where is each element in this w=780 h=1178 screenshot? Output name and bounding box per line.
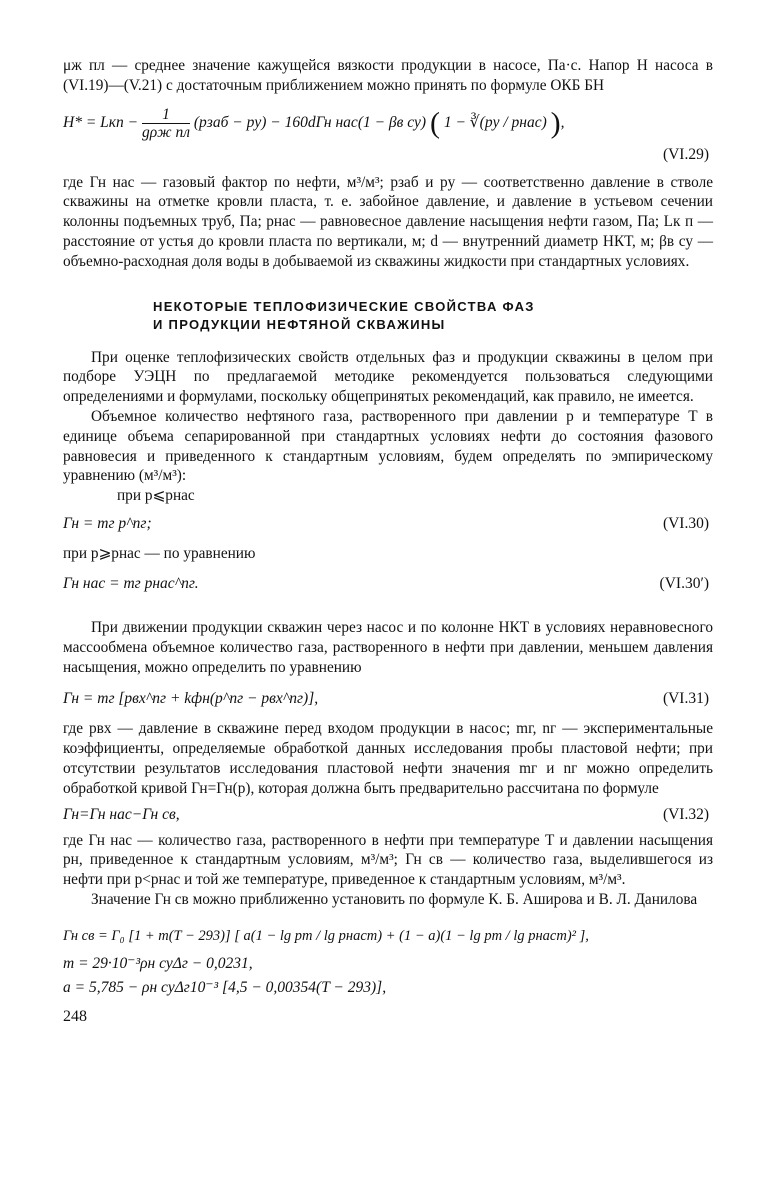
condition-2: при p⩾pнас — по уравнению [63, 545, 256, 563]
eq-vi29-root: 1 − ∛(pу / pнас) [443, 113, 547, 131]
paragraph-definitions: где Гн нас — газовый фактор по нефти, м³/м³; pзаб и pу — соответственно давление в стволе скважины на отметке кровли пласта, т. е. забойное давление, и давление в устьевом сечении колонны подъемных труб, Па; pнас — равновесное давление насыщения нефти газом, Па; Lк п — расстояние от устья до кровли пласта по вертикали, м; d — внутренний диаметр НКТ, м; βв су — объемно-расходная доля воды в добываемой из скважины жидкости при стандартных условиях. [63, 173, 713, 270]
eq-vi31-number: (VI.31) [662, 690, 709, 708]
paragraph-gas-volume: Объемное количество нефтяного газа, растворенного при давлении p и температуре T в единице объема сепарированной при стандартных условиях нефти до состояния фазового равновесия и приведенного к стандартным условиям, будем определять по эмпирическому уравнению (м³/м³): [63, 407, 713, 485]
eq-vi30-number: (VI.30) [662, 515, 709, 533]
document-page [63, 56, 713, 1026]
eq-vi29-left: H* = Lкп − [63, 113, 139, 131]
paragraph-thermal-intro: При оценке теплофизических свойств отдельных фаз и продукции скважины в целом при подборе УЭЦН по предлагаемой методике рекомендуется пользоваться следующими определениями и формулами, поскольку общепринятых рекомендаций, как правило, не имеется. [63, 348, 713, 406]
paragraph-viscosity: μж пл — среднее значение кажущейся вязкости продукции в насосе, Па·с. Напор H насоса в (VI.19)—(V.21) с достаточным приближением можно принять по формуле ОКБ БН [63, 57, 713, 94]
section-heading [153, 298, 713, 334]
paragraph-ashirov: Значение Гн св можно приближенно установить по формуле К. Б. Аширова и В. Л. Данилова [91, 890, 698, 908]
paragraph-saturation: где Гн нас — количество газа, растворенного в нефти при температуре T и давлении насыщения pн, приведенное к стандартным условиям, м³/м³; Гн св — количество газа, выделившегося из нефти при p<pнас и той же температуре, приведенное к стандартным условиям, м³/м³. [63, 831, 713, 889]
eq-vi29-fraction [142, 106, 190, 141]
eq-vi32-number: (VI.32) [662, 805, 709, 823]
paragraph-coefficients: где pвх — давление в скважине перед входом продукции в насос; mг, nг — экспериментальные коэффициенты, определяемые обработкой данных исследования пробы пластовой нефти; при отсутствии результатов исследования пластовой нефти значения mг и nг можно определить обработкой кривой Гн=Гн(p), которая должна быть предварительно рассчитана по формуле [63, 720, 713, 797]
equation-gas-released: Гн св = Г₀ [1 + m(T − 293)] [ a(1 − lg pт / lg pнаст) + (1 − a)(1 − lg pт / lg pнаст)² ], [63, 927, 589, 944]
paragraph-nonequilibrium: При движении продукции скважин через насос и по колонне НКТ в условиях неравновесного массообмена объемное количество газа, растворенного в нефти при давлении, меньшем давления насыщения, можно определить по уравнению [63, 618, 713, 676]
equation-a: a = 5,785 − ρн суΔг10⁻³ [4,5 − 0,00354(T − 293)], [63, 978, 387, 996]
eq-vi30-text: Гн = mг p^nг; [63, 515, 152, 533]
eq-vi30p-number: (VI.30′) [659, 574, 709, 592]
eq-vi30p-text: Гн нас = mг pнас^nг. [63, 574, 199, 592]
page-number: 248 [63, 1007, 87, 1025]
heading-line-2: И ПРОДУКЦИИ НЕФТЯНОЙ СКВАЖИНЫ [153, 316, 446, 332]
eq-vi29-mid: (pзаб − pу) − 160dГн нас(1 − βв су) [193, 113, 427, 131]
condition-1: при p⩽pнас [117, 487, 195, 505]
eq-vi29-paren-close: ) [550, 106, 561, 140]
equation-vi30 [63, 514, 713, 534]
eq-vi32-text: Гн=Гн нас−Гн св, [63, 805, 180, 823]
equation-vi30-prime [63, 574, 713, 594]
equation-m: m = 29·10⁻³ρн суΔг − 0,0231, [63, 954, 253, 972]
eq-vi29-paren-open: ( [429, 106, 440, 140]
heading-line-1: НЕКОТОРЫЕ ТЕПЛОФИЗИЧЕСКИЕ СВОЙСТВА ФАЗ [153, 298, 535, 314]
equation-vi32 [63, 805, 713, 825]
equation-vi29: H* = Lкп − $\frac{1}{\text{gρж пл}}$ (pзаб − pу) − 160dГн нас(1 − βв су) ( 1 − ∛(pу / pнас) ), [63, 105, 565, 141]
eq-vi29-number: (VI.29) [662, 145, 709, 163]
eq-vi31-text: Гн = mг [pвх^nг + kфн(p^nг − pвх^nг)], [63, 690, 319, 708]
eq-vi29-frac-bottom: gρж пл [141, 123, 190, 141]
equation-vi31 [63, 689, 713, 709]
eq-vi29-frac-top: 1 [142, 106, 190, 124]
